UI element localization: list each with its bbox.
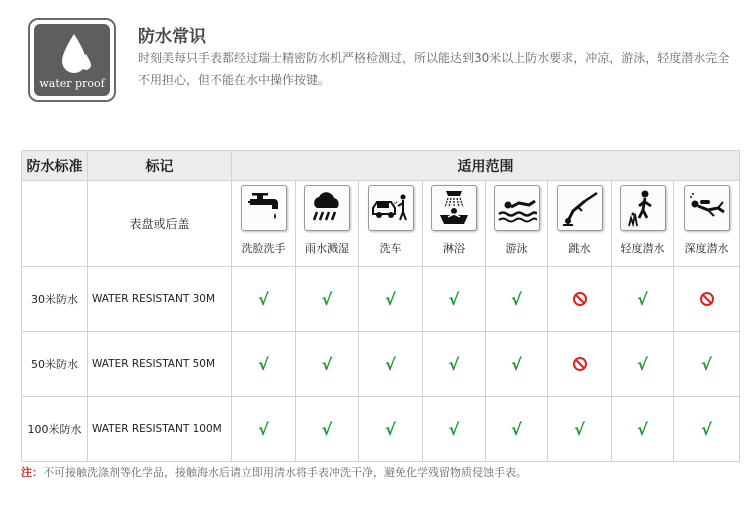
water-proof-badge xyxy=(28,18,116,102)
result-cell xyxy=(548,267,612,332)
activity-label: 淋浴 xyxy=(443,242,465,255)
footnote-prefix: 注： xyxy=(21,466,43,479)
water-drop-icon xyxy=(60,32,92,76)
empty-cell xyxy=(22,181,88,267)
activity-cell xyxy=(359,181,423,267)
check-mark-icon: √ xyxy=(637,354,648,374)
footnote xyxy=(21,464,527,480)
col-header-mark: 标记 xyxy=(88,151,232,181)
water-resistance-table xyxy=(21,150,740,462)
table-row xyxy=(22,332,740,397)
mark-position: 表盘或后盖 xyxy=(88,181,232,267)
check-mark-icon: √ xyxy=(448,354,460,374)
faucet-icon xyxy=(241,185,287,231)
result-cell xyxy=(612,397,674,462)
forbidden-icon xyxy=(700,292,714,306)
result-cell xyxy=(548,332,612,397)
table-row xyxy=(22,397,740,462)
activity-cell xyxy=(674,181,740,267)
check-mark-icon: √ xyxy=(701,419,712,439)
result-cell xyxy=(674,267,740,332)
table-row xyxy=(22,267,740,332)
result-cell xyxy=(359,332,423,397)
shower-icon xyxy=(431,185,477,231)
check-mark-icon: √ xyxy=(511,354,522,374)
badge-label: water proof xyxy=(39,77,105,90)
col-header-scope: 适用范围 xyxy=(232,151,740,181)
activity-label: 洗车 xyxy=(379,242,402,255)
check-mark-icon: √ xyxy=(637,419,648,439)
check-mark-icon: √ xyxy=(448,289,460,309)
check-mark-icon: √ xyxy=(385,419,396,439)
check-mark-icon: √ xyxy=(574,419,585,439)
standard-cell: 100米防水 xyxy=(22,397,88,462)
col-header-standard: 防水标准 xyxy=(22,151,88,181)
check-mark-icon: √ xyxy=(701,354,712,374)
activity-cell xyxy=(296,181,359,267)
result-cell xyxy=(674,397,740,462)
result-cell xyxy=(232,332,296,397)
intro-text: 时刻美每只手表都经过瑞士精密防水机严格检测过，所以能达到30米以上防水要求，冲凉，游泳，轻度潜水完全不用担心，但不能在水中操作按键。 xyxy=(138,51,730,87)
result-cell xyxy=(486,397,548,462)
result-cell xyxy=(232,397,296,462)
activity-label: 雨水溅湿 xyxy=(305,242,349,255)
rain-cloud-icon xyxy=(304,185,350,231)
check-mark-icon: √ xyxy=(258,289,269,309)
result-cell xyxy=(548,397,612,462)
result-cell xyxy=(423,397,486,462)
check-mark-icon: √ xyxy=(321,289,333,309)
swimmer-icon xyxy=(494,185,540,231)
activity-label: 轻度潜水 xyxy=(620,242,665,255)
result-cell xyxy=(486,267,548,332)
footnote-text: 不可接触洗涤剂等化学品，接触海水后请立即用清水将手表冲洗干净，避免化学残留物质侵蚀手表。 xyxy=(43,466,527,479)
result-cell xyxy=(296,397,359,462)
activity-label: 洗脸洗手 xyxy=(241,242,286,255)
activity-cell xyxy=(486,181,548,267)
activity-label: 深度潜水 xyxy=(684,242,729,255)
result-cell xyxy=(296,332,359,397)
activity-label: 跳水 xyxy=(568,242,591,255)
result-cell xyxy=(612,332,674,397)
forbidden-icon xyxy=(573,292,587,306)
result-cell xyxy=(486,332,548,397)
check-mark-icon: √ xyxy=(258,354,269,374)
result-cell xyxy=(359,397,423,462)
check-mark-icon: √ xyxy=(385,354,396,374)
check-mark-icon: √ xyxy=(511,419,522,439)
scuba-icon xyxy=(684,185,730,231)
check-mark-icon: √ xyxy=(511,289,522,309)
forbidden-icon xyxy=(573,357,587,371)
diver-jump-icon xyxy=(557,185,603,231)
activity-cell xyxy=(548,181,612,267)
mark-cell: WATER RESISTANT 30M xyxy=(88,267,232,332)
mark-cell: WATER RESISTANT 100M xyxy=(88,397,232,462)
activity-cell xyxy=(423,181,486,267)
activity-cell xyxy=(612,181,674,267)
activity-label: 游泳 xyxy=(505,242,528,255)
result-cell xyxy=(674,332,740,397)
check-mark-icon: √ xyxy=(321,354,333,374)
check-mark-icon: √ xyxy=(321,419,333,439)
check-mark-icon: √ xyxy=(637,289,648,309)
result-cell xyxy=(232,267,296,332)
activity-cell xyxy=(232,181,296,267)
check-mark-icon: √ xyxy=(448,419,460,439)
result-cell xyxy=(423,267,486,332)
check-mark-icon: √ xyxy=(258,419,269,439)
standard-cell: 30米防水 xyxy=(22,267,88,332)
mark-cell: WATER RESISTANT 50M xyxy=(88,332,232,397)
result-cell xyxy=(296,267,359,332)
car-wash-icon xyxy=(368,185,414,231)
result-cell xyxy=(359,267,423,332)
check-mark-icon: √ xyxy=(385,289,396,309)
snorkel-icon xyxy=(620,185,666,231)
result-cell xyxy=(612,267,674,332)
result-cell xyxy=(423,332,486,397)
page-title: 防水常识 xyxy=(138,27,206,47)
standard-cell: 50米防水 xyxy=(22,332,88,397)
